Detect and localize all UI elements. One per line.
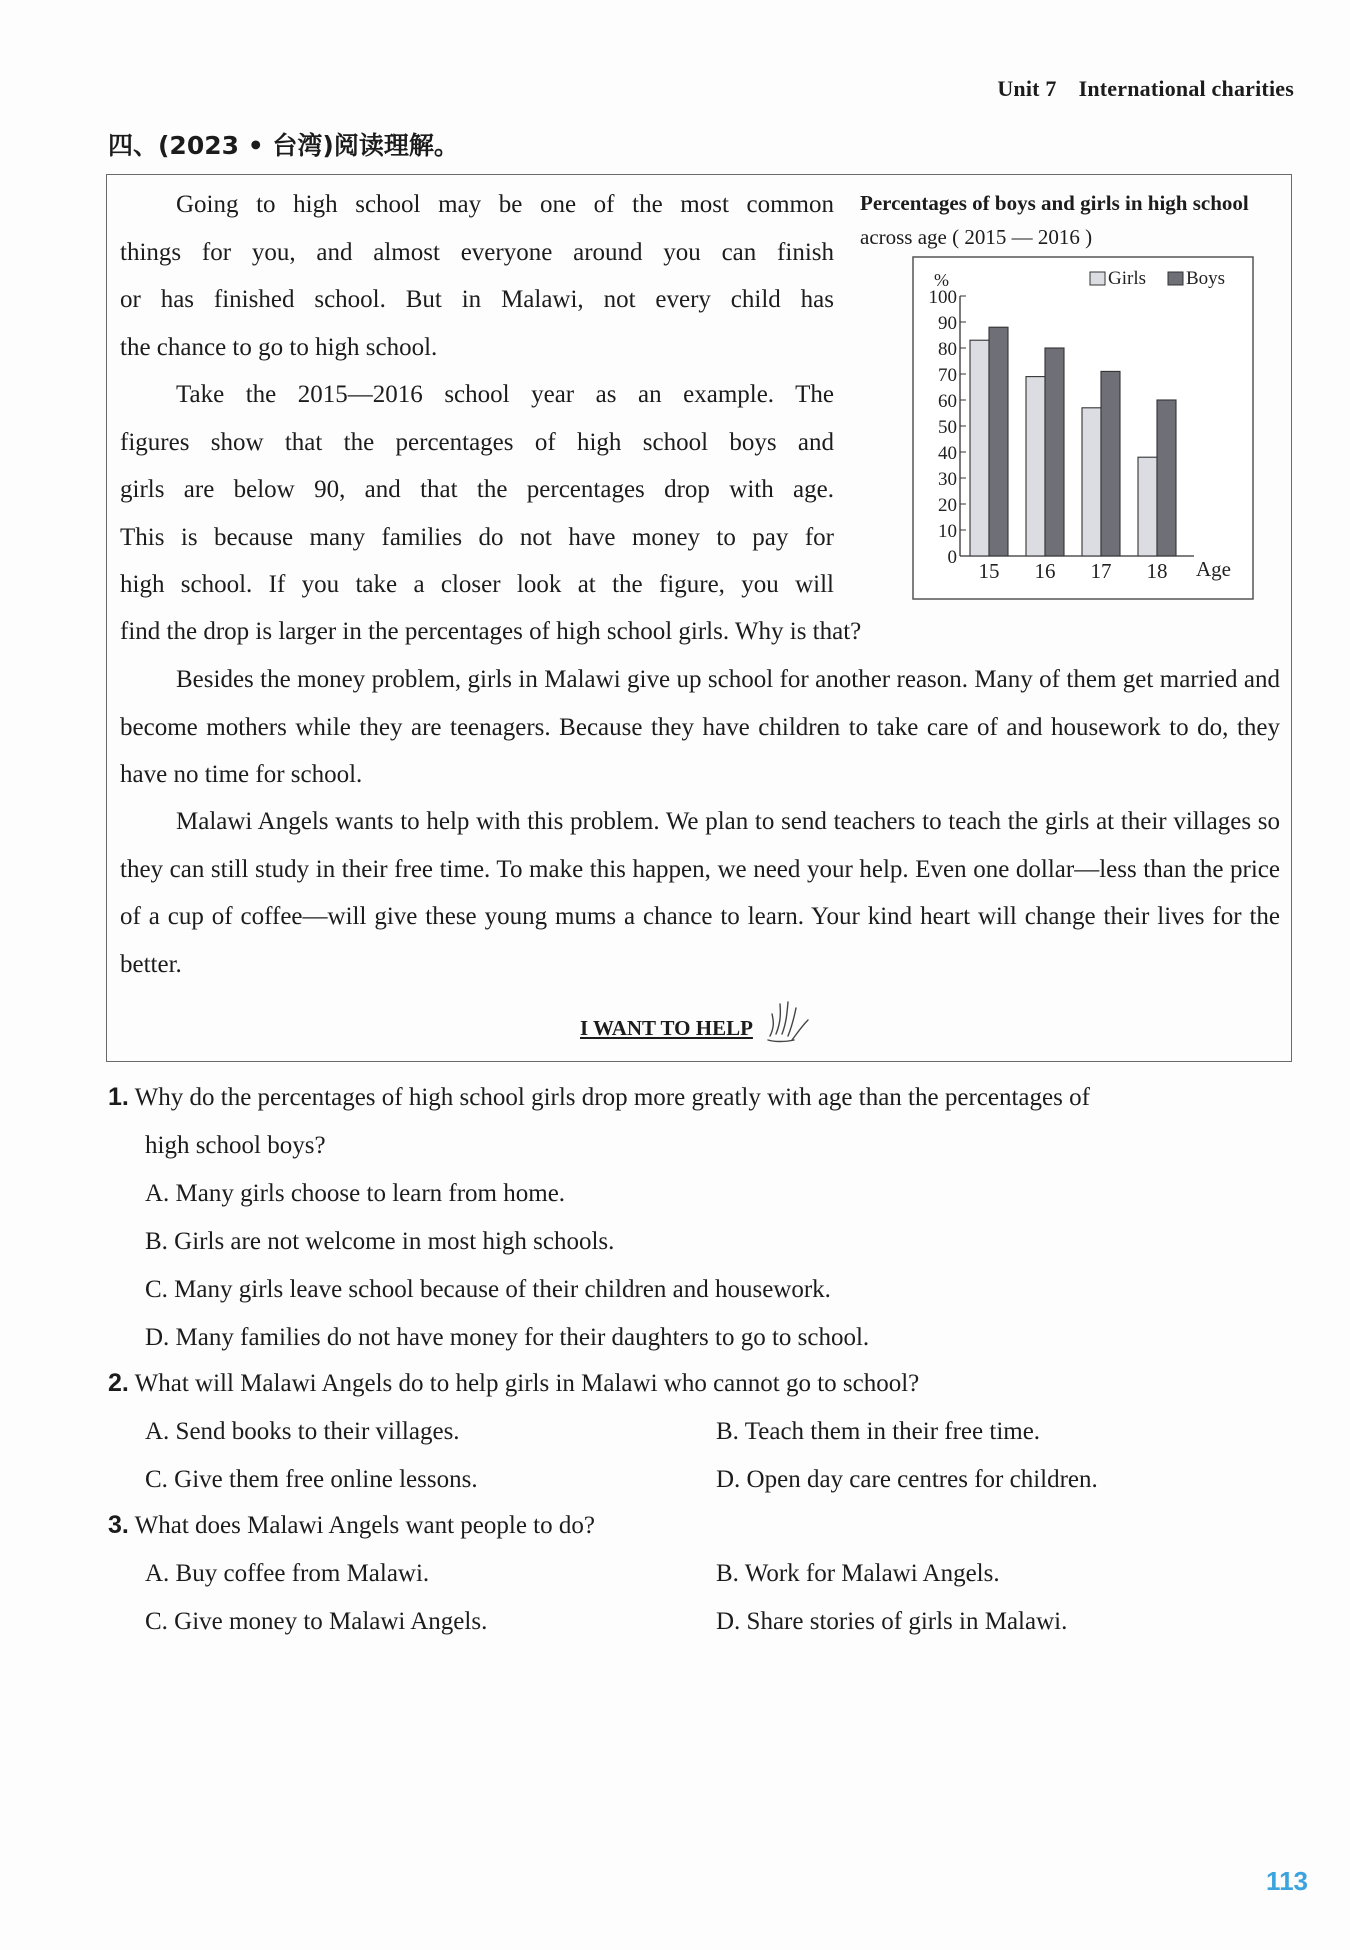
q3-option-c[interactable]: C. Give money to Malawi Angels. xyxy=(145,1608,488,1635)
paragraph-4 xyxy=(120,798,1280,988)
chart-subtitle: across age ( 2015 — 2016 ) xyxy=(860,225,1093,249)
q1-option-c[interactable]: C. Many girls leave school because of their children and housework. xyxy=(145,1276,831,1303)
x-axis-label: Age xyxy=(1196,557,1231,581)
p2-line: girls are below 90, and that the percentages drop with age. xyxy=(120,476,834,503)
question-text: What does Malawi Angels want people to do? xyxy=(134,1512,595,1539)
p1-line: or has finished school. But in Malawi, not every child has xyxy=(120,286,834,313)
bar-boys-18 xyxy=(1157,400,1176,556)
question-text: Why do the percentages of high school girls drop more greatly with age than the percentages of xyxy=(134,1084,1090,1111)
x-tick-label: 17 xyxy=(1090,559,1112,583)
q1-option-b[interactable]: B. Girls are not welcome in most high schools. xyxy=(145,1228,615,1255)
bar-chart xyxy=(912,256,1254,600)
p1-line: things for you, and almost everyone around you can finish xyxy=(120,238,834,266)
page-number: 113 xyxy=(1266,1866,1308,1896)
question-text: What will Malawi Angels do to help girls in Malawi who cannot go to school? xyxy=(134,1370,920,1397)
y-tick-label: 50 xyxy=(938,417,957,438)
legend-label-boys: Boys xyxy=(1186,268,1226,289)
bar-girls-17 xyxy=(1082,408,1101,556)
paragraph-2-tail xyxy=(120,608,1280,656)
p1-line: the chance to go to high school. xyxy=(120,333,438,361)
bar-girls-16 xyxy=(1026,377,1045,556)
bar-boys-17 xyxy=(1101,371,1120,556)
p3-text: Besides the money problem, girls in Malawi give up school for another reason. Many of them get married and become mothers while they are teenagers. Because they have children to take care of and housework to do, they have no time for school. xyxy=(120,666,1280,788)
q1-option-a[interactable]: A. Many girls choose to learn from home. xyxy=(145,1180,566,1207)
question-1 xyxy=(108,1074,1294,1122)
bar-girls-18 xyxy=(1138,457,1157,556)
section-heading: 四、(2023 • 台湾)阅读理解。 xyxy=(108,131,459,160)
unit-title: International charities xyxy=(1078,76,1294,101)
paragraph-1 xyxy=(120,181,834,371)
question-2 xyxy=(108,1360,1294,1408)
p2-line: Take the 2015—2016 school year as an example. The xyxy=(176,381,834,408)
q1-option-d[interactable]: D. Many families do not have money for their daughters to go to school. xyxy=(145,1324,870,1351)
x-tick-label: 16 xyxy=(1034,559,1056,583)
p2-tail-line: find the drop is larger in the percentages of high school girls. Why is that? xyxy=(120,618,862,645)
waving-hand-icon xyxy=(764,998,812,1044)
question-number: 3. xyxy=(108,1511,129,1539)
bar-girls-15 xyxy=(970,340,989,556)
question-number: 1. xyxy=(108,1083,129,1111)
question-1-cont: high school boys? xyxy=(145,1132,326,1159)
y-tick-label: 60 xyxy=(938,391,957,412)
x-tick-label: 18 xyxy=(1146,559,1168,583)
q3-option-a[interactable]: A. Buy coffee from Malawi. xyxy=(145,1560,430,1587)
unit-label: Unit 7 xyxy=(997,76,1057,101)
paragraph-2 xyxy=(120,371,834,609)
y-axis-label: % xyxy=(934,270,949,290)
y-tick-label: 10 xyxy=(938,521,957,542)
y-tick-label: 40 xyxy=(938,443,957,464)
q3-option-b[interactable]: B. Work for Malawi Angels. xyxy=(716,1560,1000,1587)
p1-line: Going to high school may be one of the most common xyxy=(176,191,834,218)
p2-line: This is because many families do not have money to pay for xyxy=(120,523,834,551)
legend-swatch-boys xyxy=(1168,272,1183,285)
y-tick-label: 0 xyxy=(947,547,957,568)
paragraph-3 xyxy=(120,656,1280,799)
q2-option-c[interactable]: C. Give them free online lessons. xyxy=(145,1466,478,1493)
p2-line: high school. If you take a closer look at the figure, you will xyxy=(120,571,834,598)
legend-label-girls: Girls xyxy=(1108,268,1146,289)
q2-option-b[interactable]: B. Teach them in their free time. xyxy=(716,1418,1041,1445)
y-tick-label: 20 xyxy=(938,495,957,516)
question-3 xyxy=(108,1502,1294,1550)
chart-title-block xyxy=(860,186,1249,254)
question-number: 2. xyxy=(108,1369,129,1397)
page-header xyxy=(997,76,1294,102)
bar-chart-svg xyxy=(912,256,1254,600)
y-tick-label: 100 xyxy=(928,287,957,308)
y-tick-label: 80 xyxy=(938,339,957,360)
chart-title: Percentages of boys and girls in high school xyxy=(860,191,1249,215)
q2-option-d[interactable]: D. Open day care centres for children. xyxy=(716,1466,1098,1493)
p4-text: Malawi Angels wants to help with this problem. We plan to send teachers to teach the girls at their villages so they can still study in their free time. To make this happen, we need your help. Even one dollar—less than the price of a cup of coffee—will give these young mums a chance to learn. Your kind heart will change their lives for the better. xyxy=(120,808,1280,978)
q2-option-a[interactable]: A. Send books to their villages. xyxy=(145,1418,460,1445)
help-label: I WANT TO HELP xyxy=(580,1016,753,1040)
bar-boys-15 xyxy=(989,327,1008,556)
p2-line: figures show that the percentages of high school boys and xyxy=(120,428,834,456)
y-tick-label: 30 xyxy=(938,469,957,490)
bar-boys-16 xyxy=(1045,348,1064,556)
x-tick-label: 15 xyxy=(978,559,1000,583)
q3-option-d[interactable]: D. Share stories of girls in Malawi. xyxy=(716,1608,1068,1635)
y-tick-label: 70 xyxy=(938,365,957,386)
legend-swatch-girls xyxy=(1090,272,1105,285)
y-tick-label: 90 xyxy=(938,313,957,334)
